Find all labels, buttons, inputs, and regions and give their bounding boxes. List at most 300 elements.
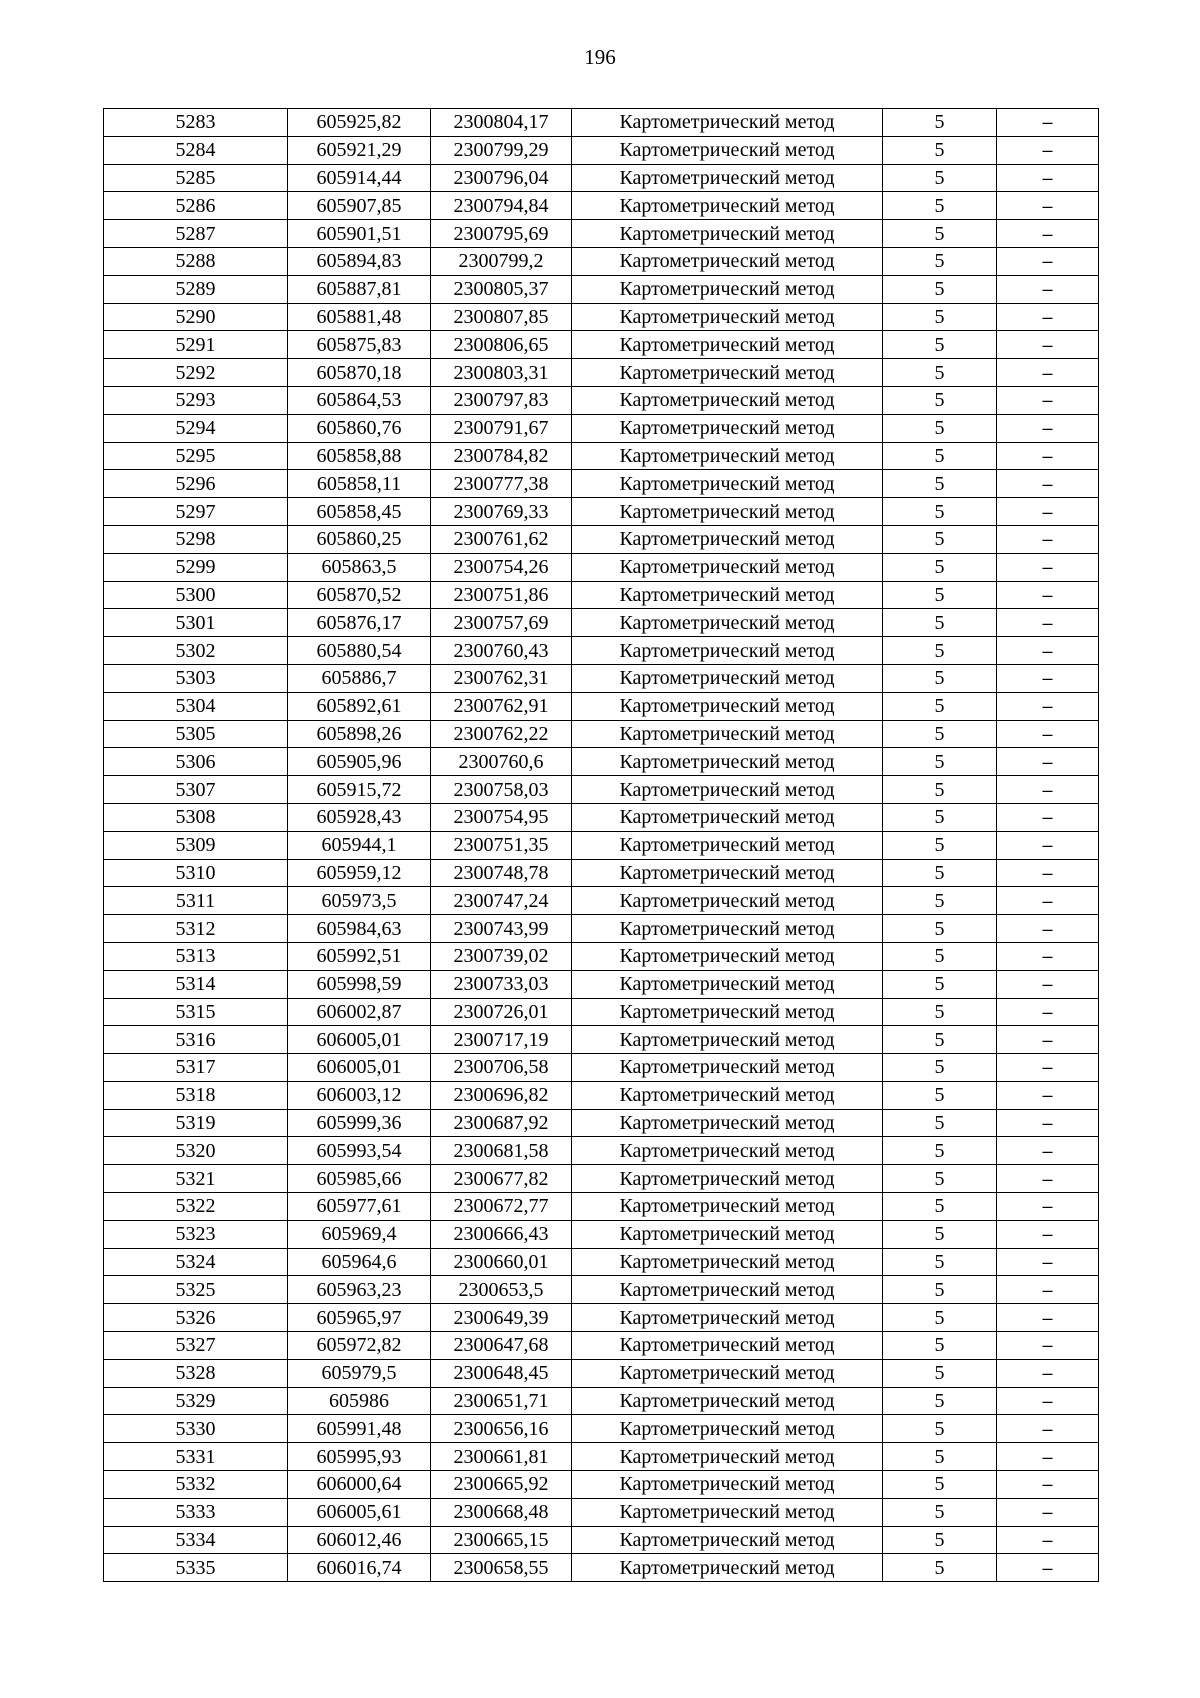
y-coordinate-cell: 2300666,43 bbox=[431, 1220, 572, 1248]
method-cell: Картометрический метод bbox=[572, 1471, 883, 1499]
table-row bbox=[104, 1137, 1099, 1165]
note-cell: – bbox=[997, 359, 1099, 387]
table-row bbox=[104, 1026, 1099, 1054]
note-cell: – bbox=[997, 1526, 1099, 1554]
point-number-cell: 5287 bbox=[104, 220, 288, 248]
table-row bbox=[104, 970, 1099, 998]
method-cell: Картометрический метод bbox=[572, 1554, 883, 1582]
point-number-cell: 5294 bbox=[104, 414, 288, 442]
point-number-cell: 5319 bbox=[104, 1109, 288, 1137]
x-coordinate-cell: 606003,12 bbox=[288, 1081, 431, 1109]
point-number-cell: 5335 bbox=[104, 1554, 288, 1582]
note-cell: – bbox=[997, 942, 1099, 970]
y-coordinate-cell: 2300651,71 bbox=[431, 1387, 572, 1415]
accuracy-cell: 5 bbox=[883, 442, 997, 470]
y-coordinate-cell: 2300739,02 bbox=[431, 942, 572, 970]
accuracy-cell: 5 bbox=[883, 1387, 997, 1415]
x-coordinate-cell: 605964,6 bbox=[288, 1248, 431, 1276]
method-cell: Картометрический метод bbox=[572, 942, 883, 970]
y-coordinate-cell: 2300672,77 bbox=[431, 1193, 572, 1221]
note-cell: – bbox=[997, 1415, 1099, 1443]
y-coordinate-cell: 2300647,68 bbox=[431, 1332, 572, 1360]
y-coordinate-cell: 2300806,65 bbox=[431, 331, 572, 359]
y-coordinate-cell: 2300796,04 bbox=[431, 164, 572, 192]
table-row bbox=[104, 1387, 1099, 1415]
method-cell: Картометрический метод bbox=[572, 581, 883, 609]
table-row bbox=[104, 609, 1099, 637]
accuracy-cell: 5 bbox=[883, 303, 997, 331]
method-cell: Картометрический метод bbox=[572, 275, 883, 303]
y-coordinate-cell: 2300760,43 bbox=[431, 637, 572, 665]
point-number-cell: 5295 bbox=[104, 442, 288, 470]
method-cell: Картометрический метод bbox=[572, 1332, 883, 1360]
note-cell: – bbox=[997, 1026, 1099, 1054]
method-cell: Картометрический метод bbox=[572, 498, 883, 526]
y-coordinate-cell: 2300799,2 bbox=[431, 247, 572, 275]
method-cell: Картометрический метод bbox=[572, 1498, 883, 1526]
method-cell: Картометрический метод bbox=[572, 331, 883, 359]
method-cell: Картометрический метод bbox=[572, 859, 883, 887]
table-row bbox=[104, 887, 1099, 915]
table-row bbox=[104, 664, 1099, 692]
accuracy-cell: 5 bbox=[883, 942, 997, 970]
x-coordinate-cell: 605860,76 bbox=[288, 414, 431, 442]
note-cell: – bbox=[997, 192, 1099, 220]
note-cell: – bbox=[997, 247, 1099, 275]
note-cell: – bbox=[997, 1443, 1099, 1471]
point-number-cell: 5326 bbox=[104, 1304, 288, 1332]
y-coordinate-cell: 2300803,31 bbox=[431, 359, 572, 387]
accuracy-cell: 5 bbox=[883, 331, 997, 359]
note-cell: – bbox=[997, 164, 1099, 192]
x-coordinate-cell: 605969,4 bbox=[288, 1220, 431, 1248]
accuracy-cell: 5 bbox=[883, 887, 997, 915]
note-cell: – bbox=[997, 1248, 1099, 1276]
point-number-cell: 5288 bbox=[104, 247, 288, 275]
x-coordinate-cell: 605864,53 bbox=[288, 386, 431, 414]
table-row bbox=[104, 386, 1099, 414]
x-coordinate-cell: 605999,36 bbox=[288, 1109, 431, 1137]
method-cell: Картометрический метод bbox=[572, 609, 883, 637]
note-cell: – bbox=[997, 1081, 1099, 1109]
accuracy-cell: 5 bbox=[883, 1137, 997, 1165]
y-coordinate-cell: 2300762,31 bbox=[431, 664, 572, 692]
table-row bbox=[104, 776, 1099, 804]
y-coordinate-cell: 2300677,82 bbox=[431, 1165, 572, 1193]
note-cell: – bbox=[997, 442, 1099, 470]
note-cell: – bbox=[997, 581, 1099, 609]
point-number-cell: 5306 bbox=[104, 748, 288, 776]
point-number-cell: 5284 bbox=[104, 136, 288, 164]
point-number-cell: 5292 bbox=[104, 359, 288, 387]
point-number-cell: 5317 bbox=[104, 1054, 288, 1082]
y-coordinate-cell: 2300777,38 bbox=[431, 470, 572, 498]
accuracy-cell: 5 bbox=[883, 1304, 997, 1332]
table-row bbox=[104, 1081, 1099, 1109]
method-cell: Картометрический метод bbox=[572, 998, 883, 1026]
y-coordinate-cell: 2300795,69 bbox=[431, 220, 572, 248]
accuracy-cell: 5 bbox=[883, 1332, 997, 1360]
point-number-cell: 5303 bbox=[104, 664, 288, 692]
point-number-cell: 5316 bbox=[104, 1026, 288, 1054]
table-row bbox=[104, 1415, 1099, 1443]
method-cell: Картометрический метод bbox=[572, 220, 883, 248]
x-coordinate-cell: 605905,96 bbox=[288, 748, 431, 776]
x-coordinate-cell: 606005,01 bbox=[288, 1054, 431, 1082]
x-coordinate-cell: 605858,11 bbox=[288, 470, 431, 498]
method-cell: Картометрический метод bbox=[572, 303, 883, 331]
point-number-cell: 5311 bbox=[104, 887, 288, 915]
method-cell: Картометрический метод bbox=[572, 1081, 883, 1109]
accuracy-cell: 5 bbox=[883, 470, 997, 498]
method-cell: Картометрический метод bbox=[572, 109, 883, 137]
point-number-cell: 5312 bbox=[104, 915, 288, 943]
accuracy-cell: 5 bbox=[883, 1471, 997, 1499]
point-number-cell: 5320 bbox=[104, 1137, 288, 1165]
note-cell: – bbox=[997, 1220, 1099, 1248]
y-coordinate-cell: 2300784,82 bbox=[431, 442, 572, 470]
note-cell: – bbox=[997, 1332, 1099, 1360]
x-coordinate-cell: 605894,83 bbox=[288, 247, 431, 275]
x-coordinate-cell: 605959,12 bbox=[288, 859, 431, 887]
table-row bbox=[104, 637, 1099, 665]
point-number-cell: 5286 bbox=[104, 192, 288, 220]
accuracy-cell: 5 bbox=[883, 1248, 997, 1276]
accuracy-cell: 5 bbox=[883, 1526, 997, 1554]
note-cell: – bbox=[997, 386, 1099, 414]
accuracy-cell: 5 bbox=[883, 748, 997, 776]
note-cell: – bbox=[997, 1359, 1099, 1387]
x-coordinate-cell: 605915,72 bbox=[288, 776, 431, 804]
table-row bbox=[104, 1193, 1099, 1221]
point-number-cell: 5283 bbox=[104, 109, 288, 137]
point-number-cell: 5290 bbox=[104, 303, 288, 331]
x-coordinate-cell: 606002,87 bbox=[288, 998, 431, 1026]
point-number-cell: 5298 bbox=[104, 525, 288, 553]
accuracy-cell: 5 bbox=[883, 220, 997, 248]
accuracy-cell: 5 bbox=[883, 1054, 997, 1082]
note-cell: – bbox=[997, 109, 1099, 137]
note-cell: – bbox=[997, 1054, 1099, 1082]
note-cell: – bbox=[997, 470, 1099, 498]
coordinates-table-body bbox=[104, 109, 1099, 1582]
point-number-cell: 5328 bbox=[104, 1359, 288, 1387]
y-coordinate-cell: 2300658,55 bbox=[431, 1554, 572, 1582]
y-coordinate-cell: 2300747,24 bbox=[431, 887, 572, 915]
table-row bbox=[104, 803, 1099, 831]
point-number-cell: 5293 bbox=[104, 386, 288, 414]
method-cell: Картометрический метод bbox=[572, 1359, 883, 1387]
accuracy-cell: 5 bbox=[883, 1165, 997, 1193]
note-cell: – bbox=[997, 1165, 1099, 1193]
table-row bbox=[104, 1554, 1099, 1582]
note-cell: – bbox=[997, 692, 1099, 720]
accuracy-cell: 5 bbox=[883, 859, 997, 887]
x-coordinate-cell: 605907,85 bbox=[288, 192, 431, 220]
y-coordinate-cell: 2300762,91 bbox=[431, 692, 572, 720]
note-cell: – bbox=[997, 970, 1099, 998]
note-cell: – bbox=[997, 1498, 1099, 1526]
method-cell: Картометрический метод bbox=[572, 1304, 883, 1332]
method-cell: Картометрический метод bbox=[572, 386, 883, 414]
point-number-cell: 5323 bbox=[104, 1220, 288, 1248]
x-coordinate-cell: 605965,97 bbox=[288, 1304, 431, 1332]
y-coordinate-cell: 2300751,35 bbox=[431, 831, 572, 859]
point-number-cell: 5304 bbox=[104, 692, 288, 720]
x-coordinate-cell: 605875,83 bbox=[288, 331, 431, 359]
table-row bbox=[104, 136, 1099, 164]
point-number-cell: 5314 bbox=[104, 970, 288, 998]
table-row bbox=[104, 1304, 1099, 1332]
y-coordinate-cell: 2300665,92 bbox=[431, 1471, 572, 1499]
note-cell: – bbox=[997, 303, 1099, 331]
note-cell: – bbox=[997, 498, 1099, 526]
table-row bbox=[104, 998, 1099, 1026]
method-cell: Картометрический метод bbox=[572, 192, 883, 220]
note-cell: – bbox=[997, 637, 1099, 665]
table-row bbox=[104, 859, 1099, 887]
point-number-cell: 5329 bbox=[104, 1387, 288, 1415]
accuracy-cell: 5 bbox=[883, 998, 997, 1026]
y-coordinate-cell: 2300681,58 bbox=[431, 1137, 572, 1165]
x-coordinate-cell: 605984,63 bbox=[288, 915, 431, 943]
point-number-cell: 5301 bbox=[104, 609, 288, 637]
x-coordinate-cell: 605880,54 bbox=[288, 637, 431, 665]
table-row bbox=[104, 275, 1099, 303]
table-row bbox=[104, 1526, 1099, 1554]
table-row bbox=[104, 581, 1099, 609]
table-row bbox=[104, 498, 1099, 526]
y-coordinate-cell: 2300805,37 bbox=[431, 275, 572, 303]
accuracy-cell: 5 bbox=[883, 275, 997, 303]
y-coordinate-cell: 2300807,85 bbox=[431, 303, 572, 331]
point-number-cell: 5333 bbox=[104, 1498, 288, 1526]
table-row bbox=[104, 414, 1099, 442]
point-number-cell: 5327 bbox=[104, 1332, 288, 1360]
point-number-cell: 5334 bbox=[104, 1526, 288, 1554]
note-cell: – bbox=[997, 1109, 1099, 1137]
method-cell: Картометрический метод bbox=[572, 442, 883, 470]
table-row bbox=[104, 915, 1099, 943]
method-cell: Картометрический метод bbox=[572, 553, 883, 581]
y-coordinate-cell: 2300797,83 bbox=[431, 386, 572, 414]
note-cell: – bbox=[997, 720, 1099, 748]
y-coordinate-cell: 2300799,29 bbox=[431, 136, 572, 164]
accuracy-cell: 5 bbox=[883, 1415, 997, 1443]
y-coordinate-cell: 2300757,69 bbox=[431, 609, 572, 637]
accuracy-cell: 5 bbox=[883, 1498, 997, 1526]
accuracy-cell: 5 bbox=[883, 1276, 997, 1304]
method-cell: Картометрический метод bbox=[572, 720, 883, 748]
method-cell: Картометрический метод bbox=[572, 1054, 883, 1082]
point-number-cell: 5302 bbox=[104, 637, 288, 665]
table-row bbox=[104, 470, 1099, 498]
accuracy-cell: 5 bbox=[883, 1109, 997, 1137]
accuracy-cell: 5 bbox=[883, 498, 997, 526]
table-row bbox=[104, 331, 1099, 359]
table-row bbox=[104, 692, 1099, 720]
table-row bbox=[104, 1471, 1099, 1499]
table-row bbox=[104, 1332, 1099, 1360]
x-coordinate-cell: 605972,82 bbox=[288, 1332, 431, 1360]
y-coordinate-cell: 2300769,33 bbox=[431, 498, 572, 526]
y-coordinate-cell: 2300758,03 bbox=[431, 776, 572, 804]
y-coordinate-cell: 2300733,03 bbox=[431, 970, 572, 998]
y-coordinate-cell: 2300754,26 bbox=[431, 553, 572, 581]
note-cell: – bbox=[997, 1137, 1099, 1165]
point-number-cell: 5285 bbox=[104, 164, 288, 192]
y-coordinate-cell: 2300754,95 bbox=[431, 803, 572, 831]
note-cell: – bbox=[997, 859, 1099, 887]
accuracy-cell: 5 bbox=[883, 525, 997, 553]
x-coordinate-cell: 605898,26 bbox=[288, 720, 431, 748]
table-row bbox=[104, 831, 1099, 859]
note-cell: – bbox=[997, 887, 1099, 915]
table-row bbox=[104, 1248, 1099, 1276]
table-row bbox=[104, 553, 1099, 581]
point-number-cell: 5318 bbox=[104, 1081, 288, 1109]
table-row bbox=[104, 1359, 1099, 1387]
note-cell: – bbox=[997, 609, 1099, 637]
note-cell: – bbox=[997, 831, 1099, 859]
point-number-cell: 5307 bbox=[104, 776, 288, 804]
accuracy-cell: 5 bbox=[883, 414, 997, 442]
table-row bbox=[104, 303, 1099, 331]
y-coordinate-cell: 2300743,99 bbox=[431, 915, 572, 943]
table-row bbox=[104, 1109, 1099, 1137]
accuracy-cell: 5 bbox=[883, 164, 997, 192]
x-coordinate-cell: 605986 bbox=[288, 1387, 431, 1415]
x-coordinate-cell: 606005,61 bbox=[288, 1498, 431, 1526]
method-cell: Картометрический метод bbox=[572, 637, 883, 665]
y-coordinate-cell: 2300661,81 bbox=[431, 1443, 572, 1471]
method-cell: Картометрический метод bbox=[572, 136, 883, 164]
note-cell: – bbox=[997, 776, 1099, 804]
table-row bbox=[104, 1220, 1099, 1248]
method-cell: Картометрический метод bbox=[572, 748, 883, 776]
x-coordinate-cell: 605914,44 bbox=[288, 164, 431, 192]
method-cell: Картометрический метод bbox=[572, 803, 883, 831]
x-coordinate-cell: 605993,54 bbox=[288, 1137, 431, 1165]
y-coordinate-cell: 2300761,62 bbox=[431, 525, 572, 553]
accuracy-cell: 5 bbox=[883, 915, 997, 943]
accuracy-cell: 5 bbox=[883, 109, 997, 137]
method-cell: Картометрический метод bbox=[572, 1276, 883, 1304]
y-coordinate-cell: 2300696,82 bbox=[431, 1081, 572, 1109]
y-coordinate-cell: 2300660,01 bbox=[431, 1248, 572, 1276]
note-cell: – bbox=[997, 331, 1099, 359]
table-row bbox=[104, 1276, 1099, 1304]
y-coordinate-cell: 2300760,6 bbox=[431, 748, 572, 776]
x-coordinate-cell: 605921,29 bbox=[288, 136, 431, 164]
accuracy-cell: 5 bbox=[883, 803, 997, 831]
point-number-cell: 5322 bbox=[104, 1193, 288, 1221]
method-cell: Картометрический метод bbox=[572, 359, 883, 387]
accuracy-cell: 5 bbox=[883, 1220, 997, 1248]
accuracy-cell: 5 bbox=[883, 1026, 997, 1054]
table-row bbox=[104, 109, 1099, 137]
note-cell: – bbox=[997, 275, 1099, 303]
accuracy-cell: 5 bbox=[883, 581, 997, 609]
y-coordinate-cell: 2300665,15 bbox=[431, 1526, 572, 1554]
point-number-cell: 5313 bbox=[104, 942, 288, 970]
accuracy-cell: 5 bbox=[883, 359, 997, 387]
x-coordinate-cell: 605998,59 bbox=[288, 970, 431, 998]
y-coordinate-cell: 2300668,48 bbox=[431, 1498, 572, 1526]
note-cell: – bbox=[997, 1387, 1099, 1415]
note-cell: – bbox=[997, 915, 1099, 943]
table-row bbox=[104, 1054, 1099, 1082]
x-coordinate-cell: 605860,25 bbox=[288, 525, 431, 553]
y-coordinate-cell: 2300649,39 bbox=[431, 1304, 572, 1332]
accuracy-cell: 5 bbox=[883, 637, 997, 665]
method-cell: Картометрический метод bbox=[572, 525, 883, 553]
x-coordinate-cell: 605944,1 bbox=[288, 831, 431, 859]
y-coordinate-cell: 2300794,84 bbox=[431, 192, 572, 220]
accuracy-cell: 5 bbox=[883, 692, 997, 720]
note-cell: – bbox=[997, 525, 1099, 553]
accuracy-cell: 5 bbox=[883, 664, 997, 692]
y-coordinate-cell: 2300648,45 bbox=[431, 1359, 572, 1387]
x-coordinate-cell: 605979,5 bbox=[288, 1359, 431, 1387]
point-number-cell: 5309 bbox=[104, 831, 288, 859]
y-coordinate-cell: 2300751,86 bbox=[431, 581, 572, 609]
accuracy-cell: 5 bbox=[883, 136, 997, 164]
accuracy-cell: 5 bbox=[883, 1359, 997, 1387]
method-cell: Картометрический метод bbox=[572, 247, 883, 275]
x-coordinate-cell: 605973,5 bbox=[288, 887, 431, 915]
y-coordinate-cell: 2300687,92 bbox=[431, 1109, 572, 1137]
x-coordinate-cell: 605887,81 bbox=[288, 275, 431, 303]
x-coordinate-cell: 606000,64 bbox=[288, 1471, 431, 1499]
method-cell: Картометрический метод bbox=[572, 831, 883, 859]
x-coordinate-cell: 605892,61 bbox=[288, 692, 431, 720]
note-cell: – bbox=[997, 553, 1099, 581]
y-coordinate-cell: 2300804,17 bbox=[431, 109, 572, 137]
accuracy-cell: 5 bbox=[883, 1081, 997, 1109]
x-coordinate-cell: 605901,51 bbox=[288, 220, 431, 248]
point-number-cell: 5310 bbox=[104, 859, 288, 887]
note-cell: – bbox=[997, 220, 1099, 248]
point-number-cell: 5325 bbox=[104, 1276, 288, 1304]
x-coordinate-cell: 605876,17 bbox=[288, 609, 431, 637]
point-number-cell: 5300 bbox=[104, 581, 288, 609]
method-cell: Картометрический метод bbox=[572, 1248, 883, 1276]
method-cell: Картометрический метод bbox=[572, 692, 883, 720]
x-coordinate-cell: 605870,18 bbox=[288, 359, 431, 387]
note-cell: – bbox=[997, 1471, 1099, 1499]
point-number-cell: 5321 bbox=[104, 1165, 288, 1193]
accuracy-cell: 5 bbox=[883, 831, 997, 859]
note-cell: – bbox=[997, 136, 1099, 164]
y-coordinate-cell: 2300717,19 bbox=[431, 1026, 572, 1054]
note-cell: – bbox=[997, 1304, 1099, 1332]
method-cell: Картометрический метод bbox=[572, 470, 883, 498]
table-row bbox=[104, 525, 1099, 553]
table-row bbox=[104, 164, 1099, 192]
note-cell: – bbox=[997, 664, 1099, 692]
table-row bbox=[104, 1498, 1099, 1526]
x-coordinate-cell: 605991,48 bbox=[288, 1415, 431, 1443]
point-number-cell: 5305 bbox=[104, 720, 288, 748]
point-number-cell: 5308 bbox=[104, 803, 288, 831]
note-cell: – bbox=[997, 998, 1099, 1026]
x-coordinate-cell: 605963,23 bbox=[288, 1276, 431, 1304]
x-coordinate-cell: 605925,82 bbox=[288, 109, 431, 137]
table-row bbox=[104, 192, 1099, 220]
accuracy-cell: 5 bbox=[883, 1193, 997, 1221]
point-number-cell: 5291 bbox=[104, 331, 288, 359]
